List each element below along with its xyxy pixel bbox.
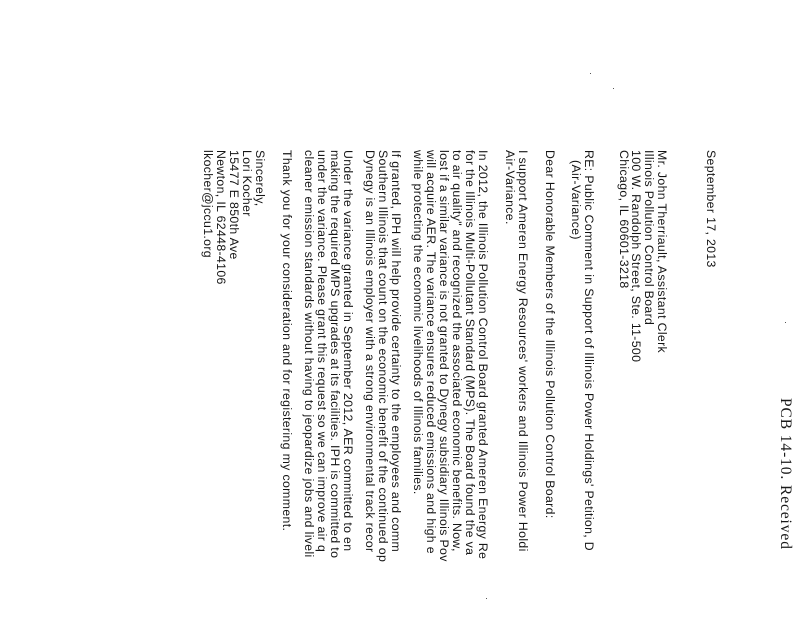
re-line: (Air-Variance)	[569, 160, 583, 240]
paragraph-line: will acquire AER. The variance ensures reduced emissions and high e	[424, 150, 438, 554]
page-header-docket: PCB 14-10. Received	[777, 398, 794, 550]
signature-address: 15477 E 850th Ave	[227, 150, 241, 260]
paragraph-line: for the Illinois Multi-Pollutant Standard (MPS). The Board found the va	[463, 150, 477, 556]
paragraph-line: Southern Illinois that count on the economic benefit of the continued op	[376, 150, 390, 563]
re-line: RE: Public Comment in Support of Illinois Power Holdings' Petition, D	[582, 150, 596, 552]
recipient-line: Mr. John Therriault, Assistant Clerk	[655, 150, 669, 354]
scan-speck	[486, 598, 487, 599]
scan-speck	[590, 73, 591, 74]
signature-city: Newton, IL 62448-4106	[214, 150, 228, 285]
paragraph-line: under the variance. Please grant this request so we can improve air q	[315, 150, 329, 553]
salutation: Dear Honorable Members of the Illinois Pollution Control Board:	[543, 150, 557, 519]
paragraph-line: Under the variance granted in September 2012, AER committed to en	[341, 150, 355, 552]
paragraph-line: If granted, IPH will help provide certainty to the employees and comm	[389, 150, 403, 553]
scan-speck	[785, 322, 786, 323]
recipient-line: Illinois Pollution Control Board	[642, 150, 656, 326]
paragraph-line: lost if a similar variance is not granted to Dynegy subsidiary Illinois Pov	[437, 150, 451, 562]
recipient-line: 100 W. Randolph Street, Ste. 11-500	[629, 150, 643, 363]
signature-email: lkocher@jccu1.org	[201, 150, 215, 258]
paragraph-line: In 2012, the Illinois Pollution Control Board granted Ameren Energy Re	[476, 150, 490, 560]
scan-speck	[613, 88, 614, 89]
paragraph-line: Thank you for your consideration and for registering my comment.	[280, 150, 294, 532]
paragraph-line: Dynegy is an Illinois employer with a strong environmental track recor	[363, 150, 377, 553]
letter-date: September 17, 2013	[704, 150, 718, 268]
signature-name: Lori Kocher	[240, 150, 254, 217]
closing: Sincerely,	[253, 150, 267, 207]
paragraph-line: making the required MPS upgrades at its facilities. IPH is committed to	[328, 150, 342, 559]
paragraph-line: while protecting the economic livelihoods of Illinois families.	[411, 150, 425, 495]
paragraph-line: Air-Variance.	[503, 150, 517, 225]
paragraph-line: to air quality" and recognized the associated economic benefits. Now,	[450, 150, 464, 552]
paragraph-line: I support Ameren Energy Resources' workers and Illinois Power Holdi	[516, 150, 530, 552]
recipient-line: Chicago, IL 60601-3218	[617, 150, 631, 289]
paragraph-line: cleaner emission standards without having to jeopardize jobs and liveli	[302, 150, 316, 558]
